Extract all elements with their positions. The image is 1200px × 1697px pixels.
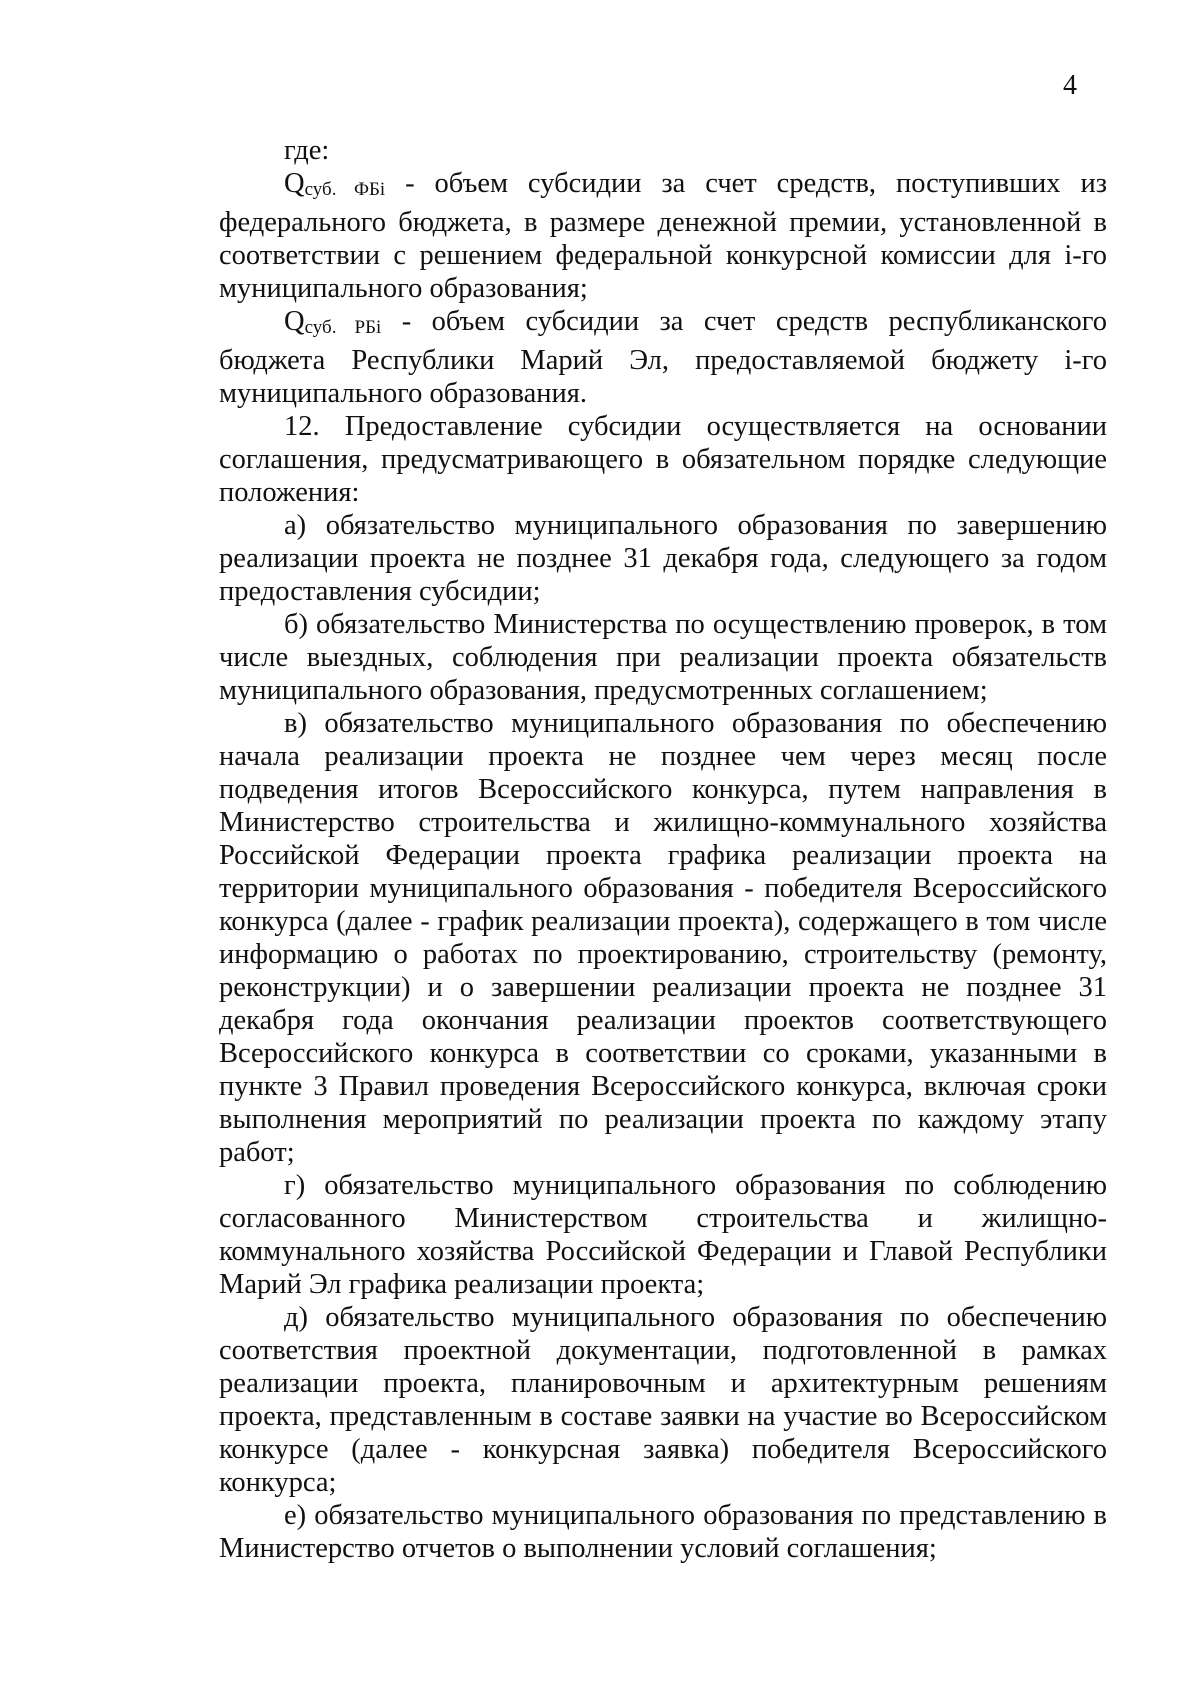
clause-12: 12. Предоставление субсидии осуществляется на основании соглашения, предусматривающего в обязательном порядке следующие положения: — [219, 411, 1107, 508]
item-g: г) обязательство муниципального образования по соблюдению согласованного Министерством строительства и жилищно-коммунального хозяйства Российской Федерации и Главой Республики Марий Эл графика реализации проекта; — [219, 1170, 1107, 1300]
item-e: е) обязательство муниципального образования по представлению в Министерство отчетов о выполнении условий соглашения; — [219, 1500, 1107, 1564]
item-b: б) обязательство Министерства по осуществлению проверок, в том числе выездных, соблюдения при реализации проекта обязательств муниципального образования, предусмотренных соглашением; — [219, 609, 1107, 706]
page-number: 4 — [1063, 70, 1077, 101]
item-v: в) обязательство муниципального образования по обеспечению начала реализации проекта не позднее чем через месяц после подведения итогов Всероссийского конкурса, путем направления в Министерство строительства и жилищно-коммунального хозяйства Российской Федерации проекта графика реализации проекта на территории муниципального образования - победителя Всероссийского конкурса (далее - график реализации проекта), содержащего в том числе информацию о работах по проектированию, строительству (ремонту, реконструкции) и о завершении реализации проекта не позднее 31 декабря года окончания реализации проектов соответствующего Всероссийского конкурса в соответствии со сроками, указанными в пункте 3 Правил проведения Всероссийского конкурса, включая сроки выполнения мероприятий по реализации проекта по каждому этапу работ; — [219, 708, 1107, 1168]
document-body — [219, 134, 1107, 1565]
item-d: д) обязательство муниципального образования по обеспечению соответствия проектной документации, подготовленной в рамках реализации проекта, планировочным и архитектурным решениям проекта, представленным в составе заявки на участие во Всероссийском конкурсе (далее - конкурсная заявка) победителя Всероссийского конкурса; — [219, 1302, 1107, 1498]
formula-def-text: - объем субсидии за счет средств республиканского бюджета Республики Марий Эл, предоставляемой бюджету i-го муниципального образования. — [219, 306, 1107, 409]
formula-symbol: Q — [284, 306, 305, 337]
formula-def-republic — [219, 305, 1107, 410]
formula-def-text: - объем субсидии за счет средств, поступивших из федерального бюджета, в размере денежной премии, установленной в соответствии с решением федеральной конкурсной комиссии для i-го муниципального образования; — [219, 168, 1107, 304]
item-a: а) обязательство муниципального образования по завершению реализации проекта не позднее 31 декабря года, следующего за годом предоставления субсидии; — [219, 510, 1107, 607]
formula-subscript: суб. ФБi — [304, 179, 386, 200]
formula-subscript: суб. РБi — [304, 317, 382, 338]
lead-word: где: — [284, 135, 330, 166]
formula-symbol: Q — [284, 168, 305, 199]
formula-def-federal — [219, 167, 1107, 305]
